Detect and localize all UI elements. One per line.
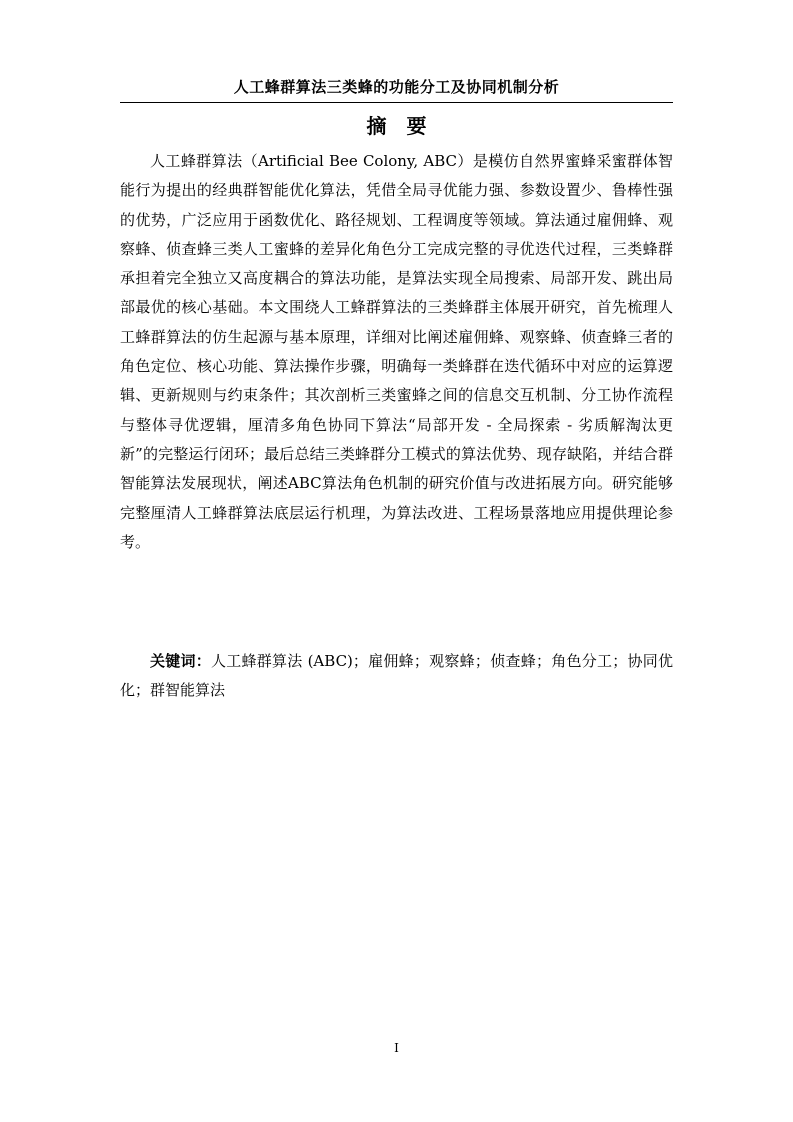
running-header: 人工蜂群算法三类蜂的功能分工及协同机制分析 — [233, 78, 560, 96]
keywords-list: 人工蜂群算法 (ABC)；雇佣蜂；观察蜂；侦查蜂；角色分工；协同优化；群智能算法 — [120, 652, 673, 700]
page-number: I — [394, 1041, 399, 1055]
keywords-label: 关键词： — [150, 652, 212, 670]
abstract-heading: 摘要 — [366, 114, 447, 138]
header-divider — [120, 102, 673, 103]
abstract-paragraph: 人工蜂群算法（Artificial Bee Colony, ABC）是模仿自然界蜜蜂采蜜群体智能行为提出的经典群智能优化算法，凭借全局寻优能力强、参数设置少、鲁棒性强的优势，广泛应用于函数优化、路径规划、工程调度等领域。算法通过雇佣蜂、观察蜂、侦查蜂三类人工蜜蜂的差异化角色分工完成完整的寻优迭代过程，三类蜂群承担着完全独立又高度耦合的算法功能，是算法实现全局搜索、局部开发、跳出局部最优的核心基础。本文围绕人工蜂群算法的三类蜂群主体展开研究，首先梳理人工蜂群算法的仿生起源与基本原理，详细对比阐述雇佣蜂、观察蜂、侦查蜂三者的角色定位、核心功能、算法操作步骤，明确每一类蜂群在迭代循环中对应的运算逻辑、更新规则与约束条件；其次剖析三类蜜蜂之间的信息交互机制、分工协作流程与整体寻优逻辑，厘清多角色协同下算法“局部开发 - 全局探索 - 劣质解淘汰更新”的完整运行闭环；最后总结三类蜂群分工模式的算法优势、现存缺陷，并结合群智能算法发展现状，阐述ABC算法角色机制的研究价值与改进拓展方向。研究能够完整厘清人工蜂群算法底层运行机理，为算法改进、工程场景落地应用提供理论参考。 — [120, 152, 673, 551]
keywords-paragraph — [120, 647, 673, 706]
